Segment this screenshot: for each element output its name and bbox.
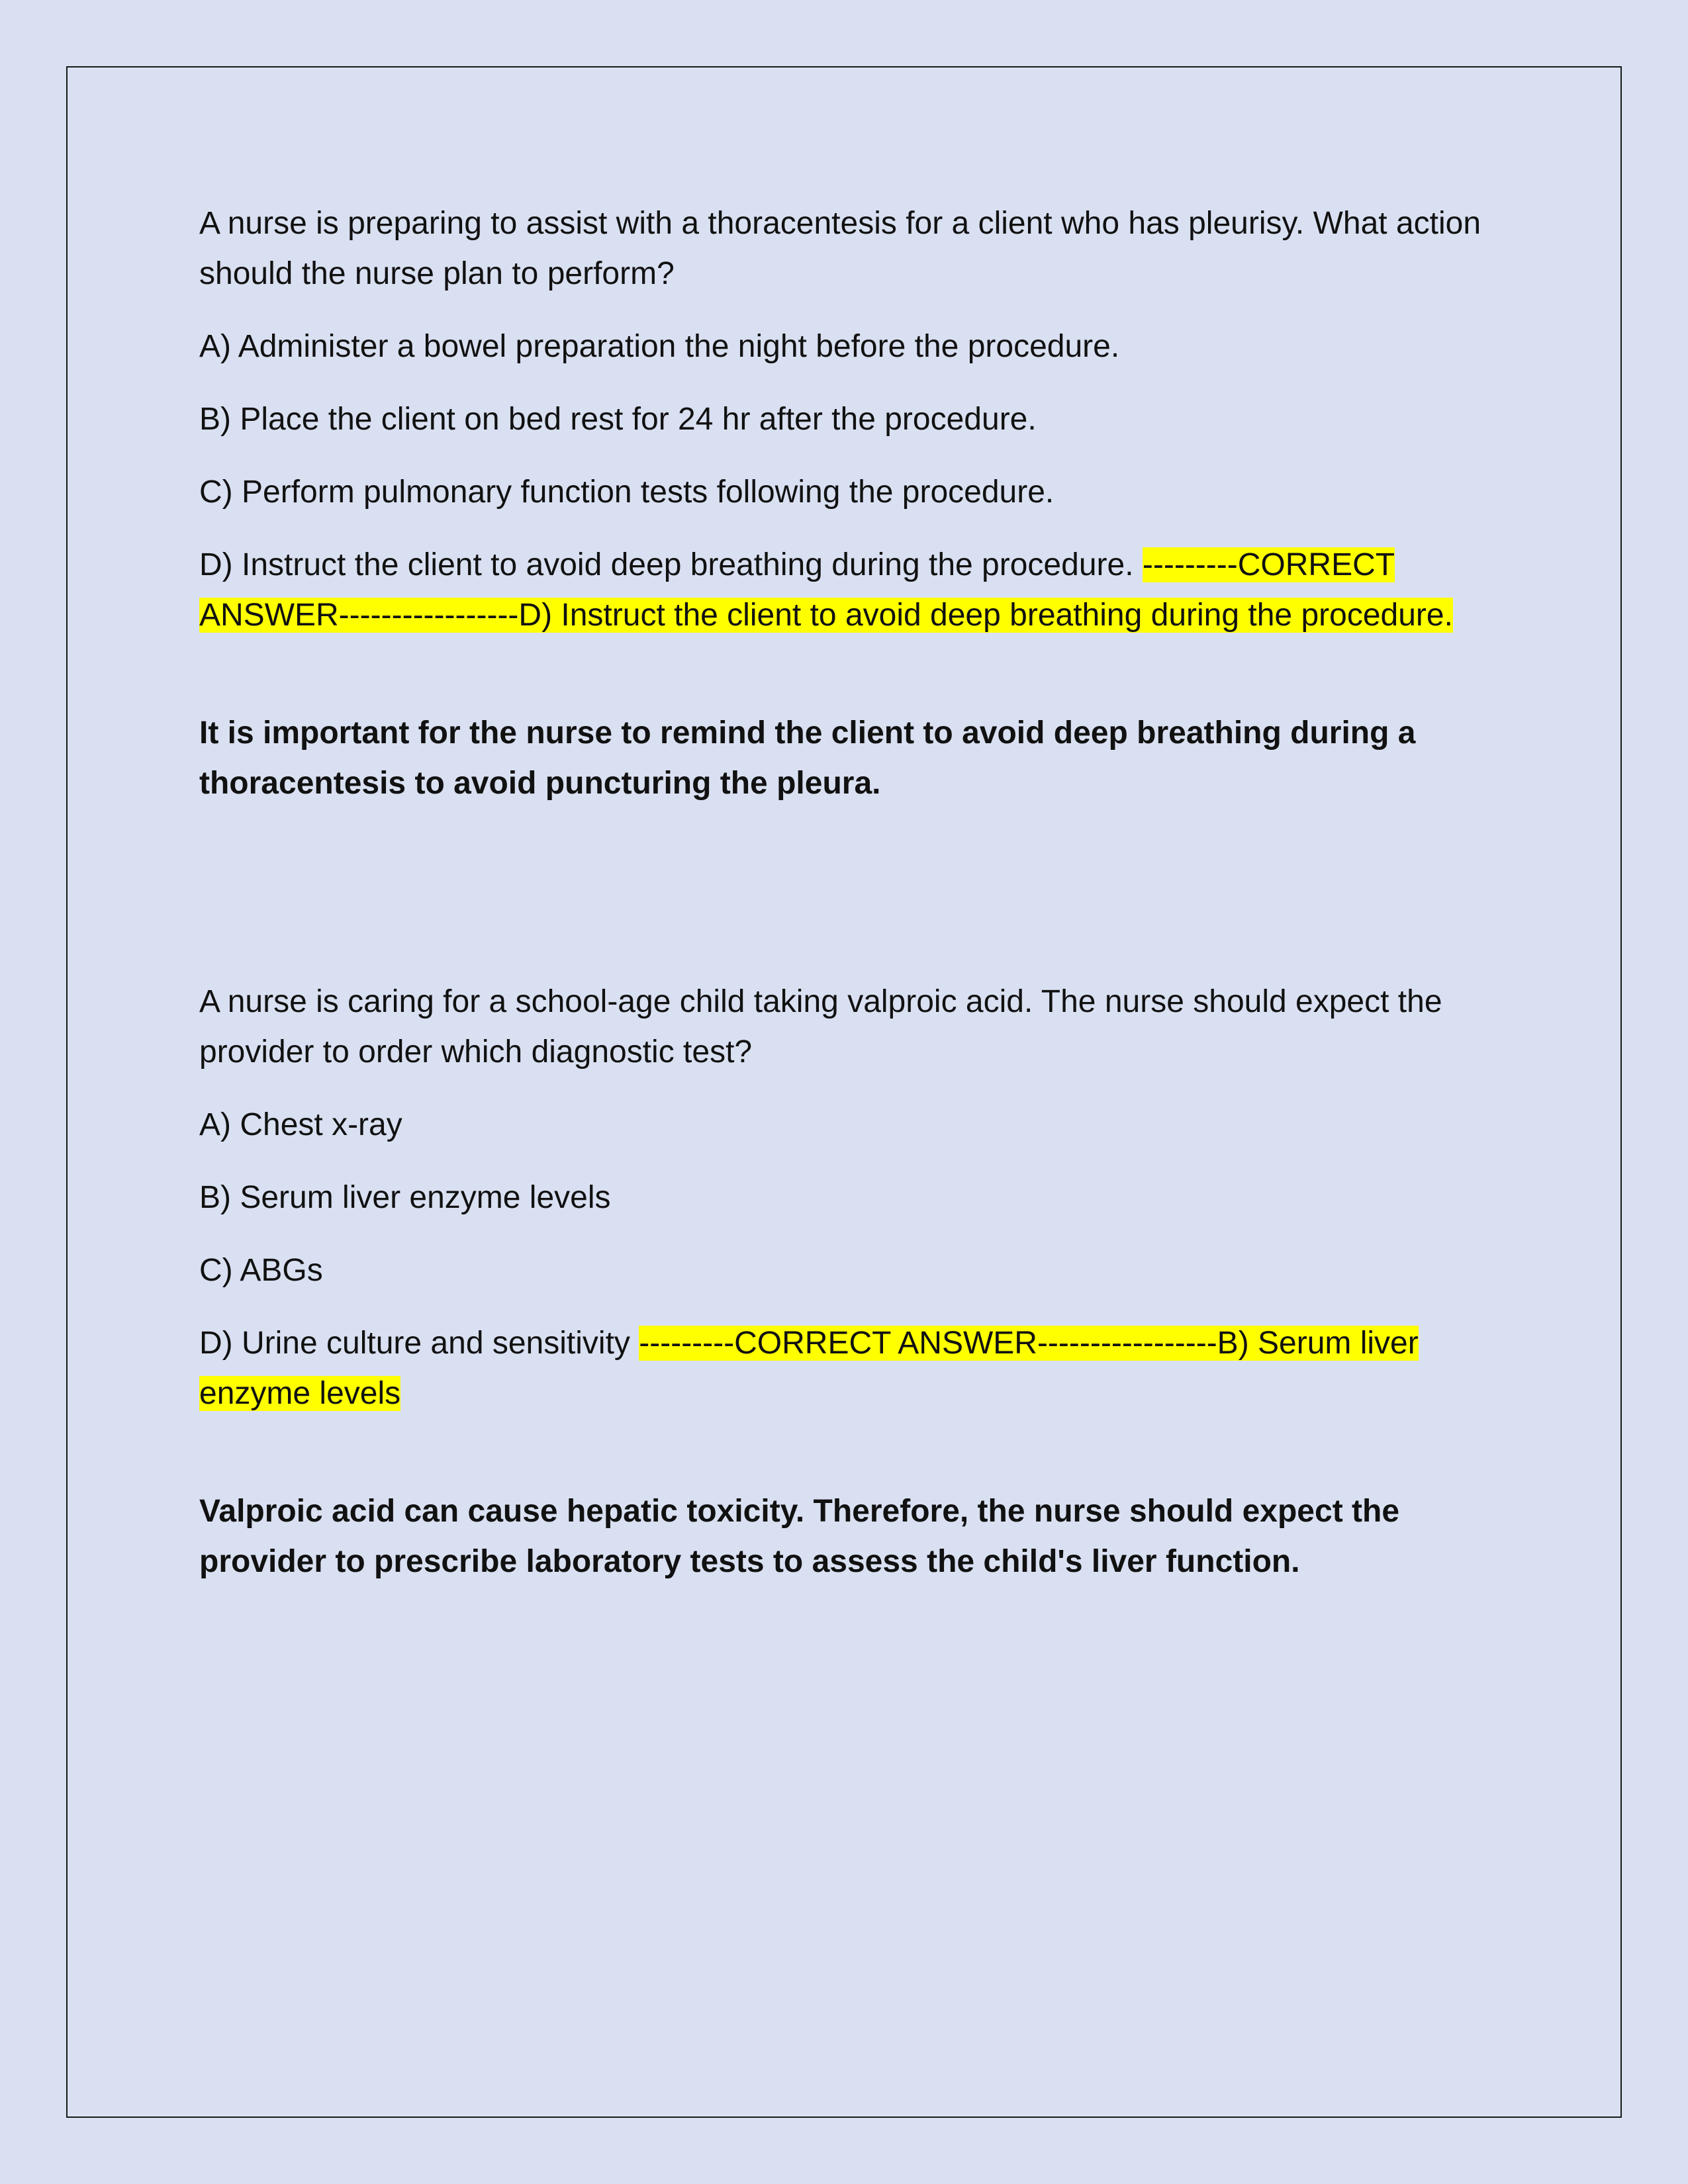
question-block xyxy=(199,977,1497,1587)
document-content xyxy=(199,199,1497,1587)
answer-option: D) Instruct the client to avoid deep breathing during the procedure. xyxy=(199,547,1134,582)
correct-answer-highlight: ---------CORRECT ANSWER-----------------B) Serum liver enzyme levels xyxy=(199,1326,1419,1411)
rationale: It is important for the nurse to remind the client to avoid deep breathing during a thoracentesis to avoid puncturing the pleura. xyxy=(199,715,1416,801)
correct-answer-highlight: ---------CORRECT ANSWER-----------------D) Instruct the client to avoid deep breathing during the procedure. xyxy=(199,547,1453,633)
answer-option: A) Administer a bowel preparation the night before the procedure. xyxy=(199,329,1120,364)
answer-option-with-key xyxy=(199,540,1497,641)
answer-option: C) ABGs xyxy=(199,1253,323,1288)
answer-option: A) Chest x-ray xyxy=(199,1107,402,1142)
question-stem: A nurse is caring for a school-age child taking valproic acid. The nurse should expect the provider to order which diagnostic test? xyxy=(199,984,1442,1069)
answer-option: C) Perform pulmonary function tests following the procedure. xyxy=(199,475,1055,510)
rationale: Valproic acid can cause hepatic toxicity. Therefore, the nurse should expect the provider to prescribe laboratory tests to assess the child's liver function. xyxy=(199,1494,1400,1579)
answer-option: D) Urine culture and sensitivity xyxy=(199,1326,630,1361)
answer-option: B) Serum liver enzyme levels xyxy=(199,1180,611,1215)
answer-option: B) Place the client on bed rest for 24 hr after the procedure. xyxy=(199,402,1037,437)
question-stem: A nurse is preparing to assist with a thoracentesis for a client who has pleurisy. What action should the nurse plan to perform? xyxy=(199,206,1481,291)
answer-option-with-key xyxy=(199,1318,1497,1419)
question-block xyxy=(199,199,1497,809)
